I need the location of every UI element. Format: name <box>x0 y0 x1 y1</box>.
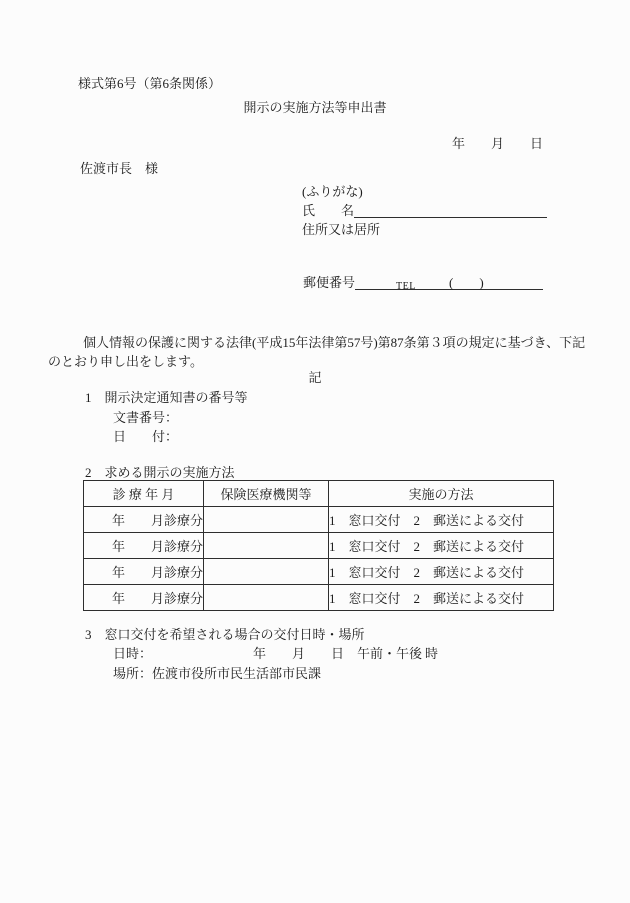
doc-date-label: 日 付： <box>113 429 179 444</box>
table-header-row <box>84 481 554 507</box>
institution-cell <box>204 507 329 533</box>
place-line: 場所：佐渡市役所市民生活部市民課 <box>113 666 322 681</box>
method-cell: 1 窓口交付 2 郵送による交付 <box>329 507 554 533</box>
statement-line-1: 個人情報の保護に関する法律(平成15年法律第57号)第87条第３項の規定に基づき、下記 <box>83 335 586 350</box>
treatment-month-cell: 年 月診療分 <box>84 533 204 559</box>
name-fill-line <box>354 217 547 218</box>
statement-line-2: のとおり申し出をします。 <box>48 354 203 369</box>
date-placeholder: 年 月 日 <box>452 136 544 151</box>
page-title: 開示の実施方法等申出書 <box>243 100 387 115</box>
treatment-month-cell: 年 月診療分 <box>84 507 204 533</box>
institution-cell <box>204 585 329 611</box>
table-row <box>84 585 554 611</box>
doc-number-label: 文書番号： <box>113 410 179 425</box>
table-row <box>84 507 554 533</box>
furigana-label: (ふりがな) <box>302 184 363 199</box>
col-header-medical-institution: 保険医療機関等 <box>204 481 329 507</box>
hour-label: 時 <box>425 646 439 661</box>
treatment-month-cell: 年 月診療分 <box>84 585 204 611</box>
table-row <box>84 533 554 559</box>
institution-cell <box>204 559 329 585</box>
method-cell: 1 窓口交付 2 郵送による交付 <box>329 585 554 611</box>
method-cell: 1 窓口交付 2 郵送による交付 <box>329 533 554 559</box>
col-header-method: 実施の方法 <box>329 481 554 507</box>
treatment-month-cell: 年 月診療分 <box>84 559 204 585</box>
section3-heading: 3 窓口交付を希望される場合の交付日時・場所 <box>85 627 365 642</box>
tel-label: TEL <box>396 281 416 292</box>
postal-code-label: 郵便番号 <box>303 275 356 290</box>
name-label: 氏 名 <box>302 203 355 218</box>
method-cell: 1 窓口交付 2 郵送による交付 <box>329 559 554 585</box>
disclosure-method-table <box>83 480 554 611</box>
datetime-label: 日時： <box>113 646 153 661</box>
table-row <box>84 559 554 585</box>
section1-heading: 1 開示決定通知書の番号等 <box>85 390 248 405</box>
form-number: 様式第6号（第6条関係） <box>78 76 222 91</box>
institution-cell <box>204 533 329 559</box>
datetime-fields: 年 月 日 午前・午後 <box>253 646 423 661</box>
section2-heading: 2 求める開示の実施方法 <box>85 465 235 480</box>
col-header-treatment-month: 診 療 年 月 <box>84 481 204 507</box>
address-label: 住所又は居所 <box>302 222 381 237</box>
list-marker-ki: 記 <box>308 370 322 385</box>
addressee: 佐渡市長 様 <box>80 161 159 176</box>
tel-area-code-parens: ( ) <box>449 275 484 290</box>
